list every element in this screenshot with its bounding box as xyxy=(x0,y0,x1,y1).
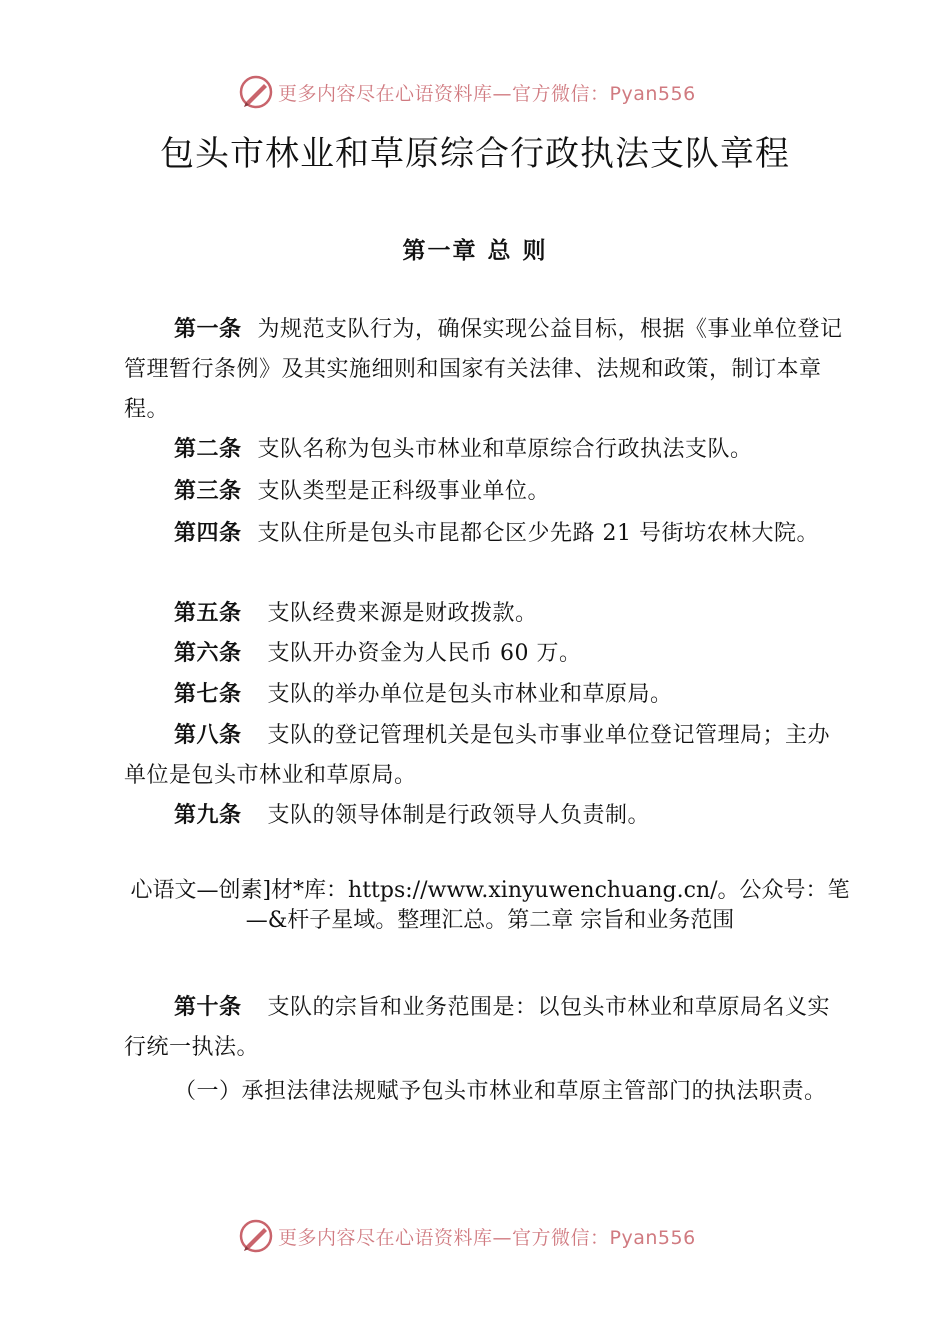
article-text: 支队的举办单位是包头市林业和草原局。 xyxy=(267,682,673,707)
article-6 xyxy=(124,634,844,674)
article-text: 为规范支队行为，确保实现公益目标，根据《事业单位登记管理暂行条例》及其实施细则和国家有关法律、法规和政策，制订本章程。 xyxy=(124,317,843,422)
article-10 xyxy=(124,988,844,1068)
article-text: 支队经费来源是财政拨款。 xyxy=(267,601,538,626)
article-text: 支队类型是正科级事业单位。 xyxy=(257,479,551,504)
pen-logo-icon xyxy=(238,1218,274,1254)
article-text: 支队的宗旨和业务范围是：以包头市林业和草原局名义实行统一执法。 xyxy=(124,995,831,1060)
article-label: 第七条 xyxy=(174,682,242,707)
article-5 xyxy=(124,594,844,634)
article-label: 第十条 xyxy=(174,995,242,1020)
article-7 xyxy=(124,675,844,715)
article-text: 支队住所是包头市昆都仑区少先路 21 号街坊农林大院。 xyxy=(257,521,819,546)
article-label: 第二条 xyxy=(174,437,242,462)
pen-logo-icon xyxy=(238,74,274,110)
list-item: （一）承担法律法规赋予包头市林业和草原主管部门的执法职责。 xyxy=(174,1079,827,1104)
article-label: 第八条 xyxy=(174,723,242,748)
article-1 xyxy=(124,310,844,430)
article-9 xyxy=(124,796,844,836)
article-label: 第一条 xyxy=(174,317,242,342)
article-label: 第三条 xyxy=(174,479,242,504)
article-text: 支队开办资金为人民币 60 万。 xyxy=(267,641,582,666)
article-label: 第四条 xyxy=(174,521,242,546)
document-title: 包头市林业和草原综合行政执法支队章程 xyxy=(160,134,790,174)
article-text: 支队的登记管理机关是包头市事业单位登记管理局；主办单位是包头市林业和草原局。 xyxy=(124,723,831,788)
article-label: 第五条 xyxy=(174,601,242,626)
banner-text: 更多内容尽在心语资料库—官方微信：Pyan556 xyxy=(278,1226,696,1249)
article-label: 第九条 xyxy=(174,803,242,828)
article-4 xyxy=(124,514,844,554)
article-text: 支队的领导体制是行政领导人负责制。 xyxy=(267,803,651,828)
article-2 xyxy=(124,430,844,470)
banner-text: 更多内容尽在心语资料库—官方微信：Pyan556 xyxy=(278,82,696,105)
source-note: 心语文—创素]材*库：https://www.xinyuwenchuang.cn/。公众号：笔—&杆子星域。整理汇总。第二章 宗旨和业务范围 xyxy=(130,878,850,933)
article-8 xyxy=(124,716,844,796)
chapter-heading: 第一章 总 则 xyxy=(402,238,548,264)
article-label: 第六条 xyxy=(174,641,242,666)
article-text: 支队名称为包头市林业和草原综合行政执法支队。 xyxy=(257,437,753,462)
header-banner xyxy=(238,72,738,112)
article-3 xyxy=(124,472,844,512)
footer-banner xyxy=(238,1216,738,1256)
